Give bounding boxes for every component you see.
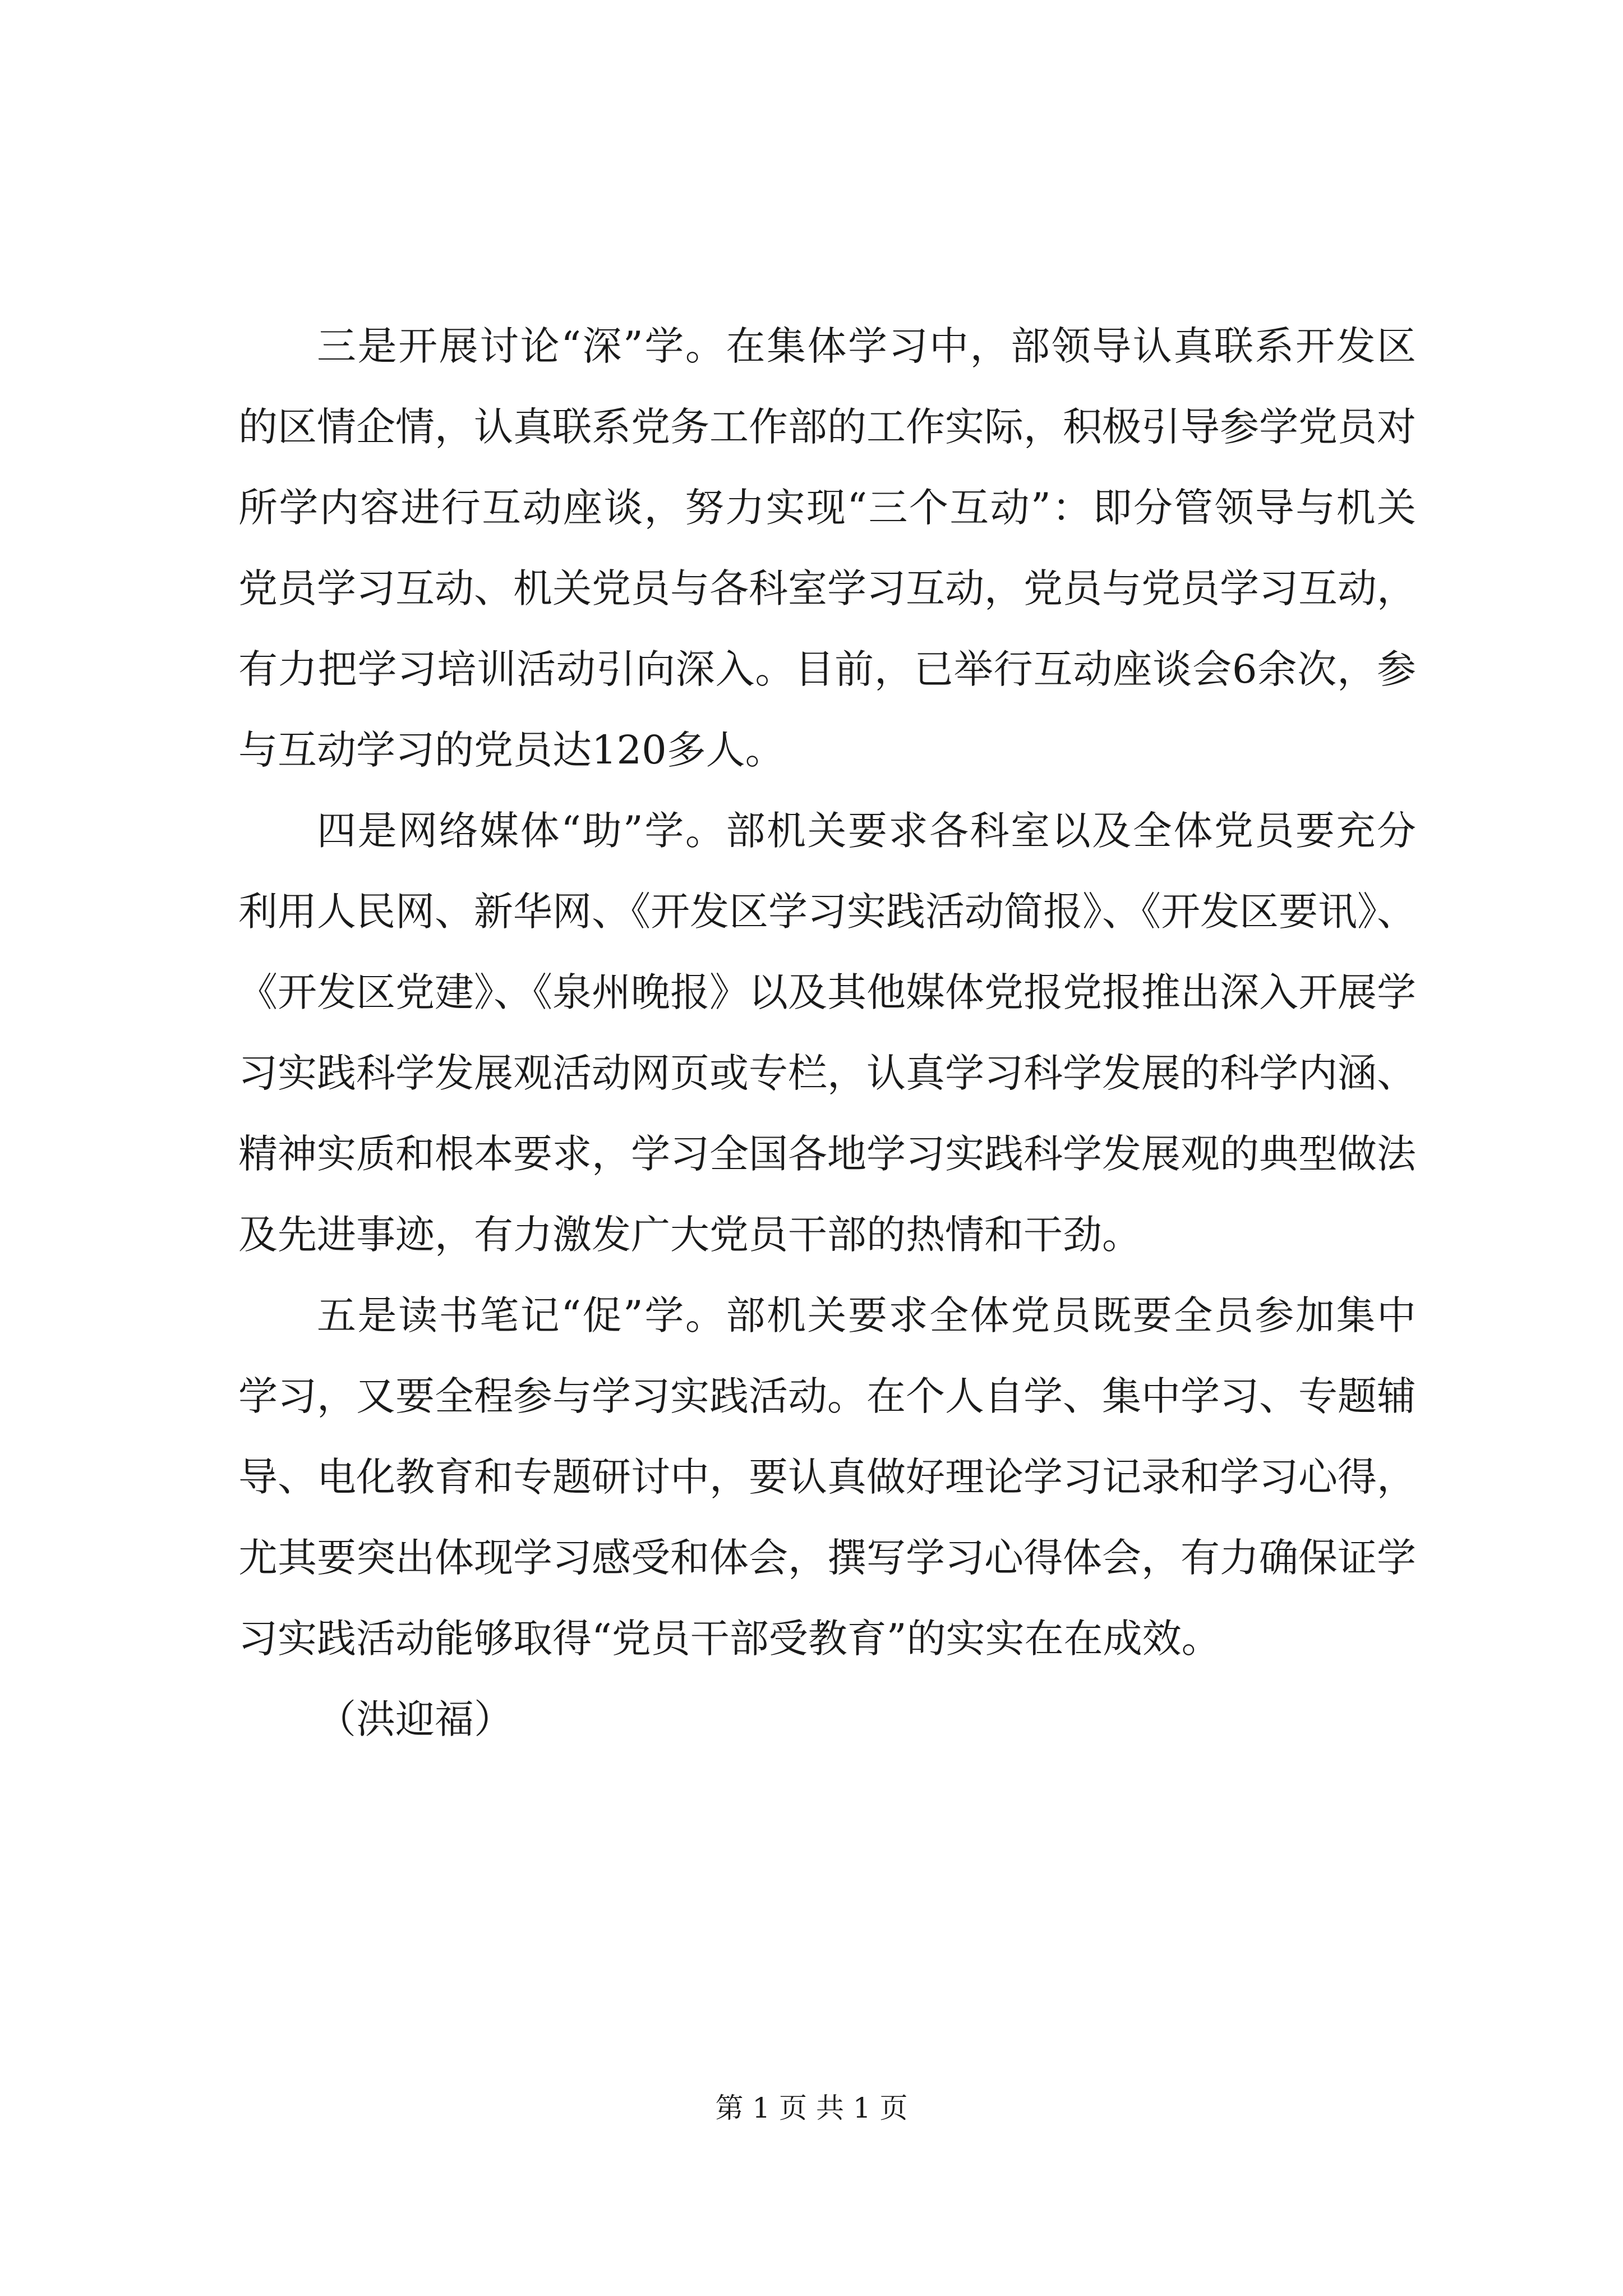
paragraph-reading-notes: 五是读书笔记“促”学。部机关要求全体党员既要全员参加集中学习，又要全程参与学习实践活动。在个人自学、集中学习、专题辅导、电化教育和专题研讨中，要认真做好理论学习记录和学习心得，尤其要突出体现学习感受和体会，撰写学习心得体会，有力确保证学习实践活动能够取得“党员干部受教育”的实实在在成效。 [238,1292,1416,1662]
document-body [238,306,1416,1760]
paragraph-online-media: 四是网络媒体“助”学。部机关要求各科室以及全体党员要充分利用人民网、新华网、《开发区学习实践活动简报》、《开发区要讯》、《开发区党建》、《泉州晚报》以及其他媒体党报党报推出深入开展学习实践科学发展观活动网页或专栏，认真学习科学发展的科学内涵、精神实质和根本要求，学习全国各地学习实践科学发展观的典型做法及先进事迹，有力激发广大党员干部的热情和干劲。 [238,808,1416,1258]
paragraph-discussion: 三是开展讨论“深”学。在集体学习中，部领导认真联系开发区的区情企情，认真联系党务工作部的工作实际，积极引导参学党员对所学内容进行互动座谈，努力实现“三个互动”：即分管领导与机关党员学习互动、机关党员与各科室学习互动，党员与党员学习互动，有力把学习培训活动引向深入。目前，已举行互动座谈会6余次，参与互动学习的党员达120多人。 [238,323,1416,773]
author-signature: （洪迎福） [317,1696,513,1742]
page-footer: 第 1 页 共 1 页 [715,2092,908,2124]
